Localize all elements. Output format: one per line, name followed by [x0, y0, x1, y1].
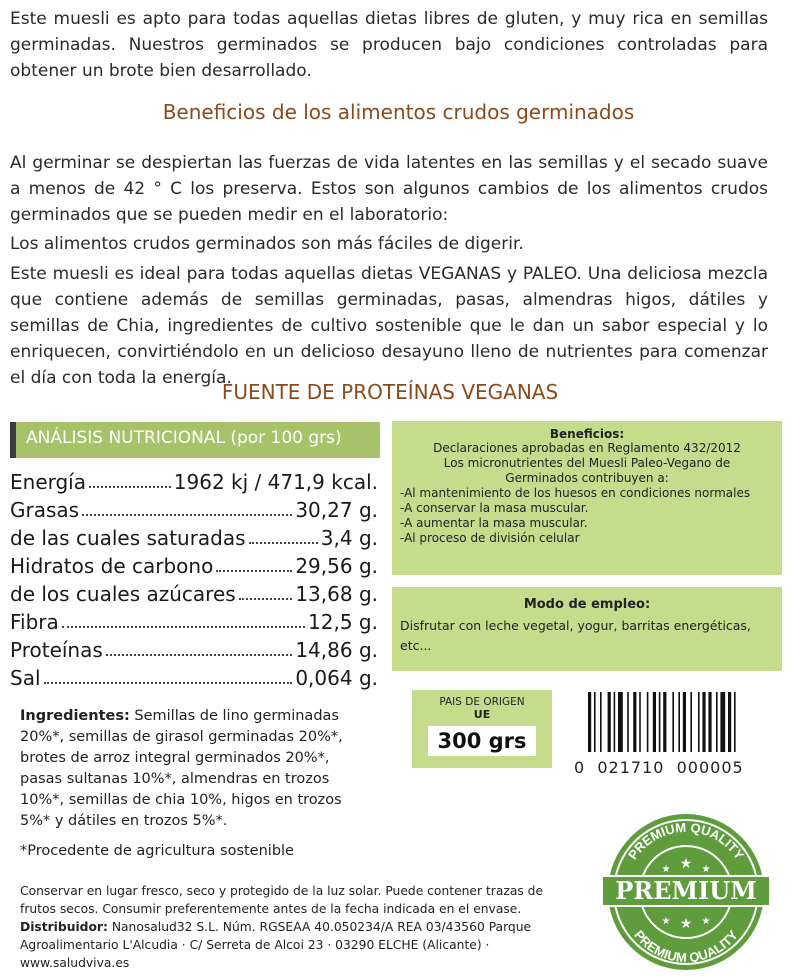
nutrition-row: [10, 550, 378, 578]
barcode-bar: [672, 692, 674, 752]
barcode-bar: [653, 692, 656, 752]
barcode-bar: [728, 692, 731, 752]
distributor-text: Nanosalud32 S.L. Núm. RGSEAA 40.050234/A REA 03/43560 Parque Agroalimentario L'Alcudia · C/ Serreta de Alcoi 23 · 03290 ELCHE (Alicante) · www.saludviva.es: [20, 920, 532, 970]
ingredients-label: Ingredientes:: [20, 708, 130, 724]
nutrition-label: Hidratos de carbono: [10, 554, 214, 578]
barcode-number: 0 021710 000005: [574, 758, 744, 777]
usage-box-text: Disfrutar con leche vegetal, yogur, barritas energéticas, etc...: [400, 618, 751, 653]
origin-box: [412, 690, 552, 768]
weight-label: 300 grs: [428, 726, 536, 756]
star-icon: ★: [701, 864, 711, 875]
nutrition-value: 1962 kj / 471,9 kcal.: [173, 470, 378, 494]
barcode-bar: [678, 692, 680, 752]
dot-leader: [216, 570, 292, 572]
star-icon: ★: [661, 864, 671, 875]
dot-leader: [62, 626, 305, 628]
nutrition-label: Grasas: [10, 498, 80, 522]
nutrition-value: 14,86 g.: [295, 638, 378, 662]
barcode-bar: [594, 692, 596, 752]
barcode-bar: [647, 692, 649, 752]
ingredients-block: [20, 706, 370, 832]
distributor-label: Distribuidor:: [20, 920, 108, 934]
barcode-bar: [720, 692, 725, 752]
barcode-bar: [588, 692, 591, 752]
origin-country: UE: [473, 708, 491, 721]
usage-box: [392, 587, 782, 671]
ingredients-text: Semillas de lino germinadas 20%*, semillas de girasol germinadas 20%*, brotes de arroz integral germinados 20%*, pasas sultanas 10%*, almendras en trozos 10%*, semillas de chia 10%, higos en trozos 5%* y dátiles en trozos 5%*.: [20, 708, 343, 829]
nutrition-row: [10, 634, 378, 662]
benefit-item: -Al mantenimiento de los huesos en condiciones normales: [400, 486, 751, 500]
nutrition-value: 12,5 g.: [308, 610, 378, 634]
star-icon: ★: [701, 916, 711, 927]
barcode-bar: [659, 692, 661, 752]
barcode-bar: [734, 692, 736, 752]
footer: [20, 882, 565, 972]
benefit-item: -A aumentar la masa muscular.: [400, 516, 588, 530]
benefits-box-subtitle: Declaraciones aprobadas en Reglamento 432/2012: [433, 441, 741, 455]
nutrition-value: 29,56 g.: [295, 554, 378, 578]
barcode-bar: [690, 692, 692, 752]
nutrition-label: Fibra: [10, 610, 59, 634]
barcode-bar: [614, 692, 616, 752]
benefit-item: -Al proceso de división celular: [400, 531, 580, 545]
barcode: [574, 692, 770, 777]
barcode-bar: [639, 692, 641, 752]
nutrition-label: de las cuales saturadas: [10, 526, 246, 550]
star-icon: ★: [679, 856, 693, 872]
barcode-bar: [608, 692, 611, 752]
protein-heading: FUENTE DE PROTEÍNAS VEGANAS: [221, 380, 559, 404]
origin-label: PAIS DE ORIGEN: [439, 696, 525, 708]
barcode-bar: [618, 692, 623, 752]
barcode-bar: [600, 692, 602, 752]
intro-paragraph: Este muesli es apto para todas aquellas dietas libres de gluten, y muy rica en semillas germinadas. Nuestros germinados se producen bajo condiciones controladas para obtener un brote bien desarrollado.: [10, 9, 768, 81]
nutrition-label: Sal: [10, 666, 41, 690]
nutrition-label: Energía: [10, 470, 86, 494]
nutrition-row: [10, 494, 378, 522]
nutrition-header-accent: [10, 422, 16, 458]
dot-leader: [82, 514, 292, 516]
nutrition-value: 0,064 g.: [295, 666, 378, 690]
star-icon: ★: [679, 916, 693, 932]
benefits-box-title: Beneficios:: [549, 427, 625, 441]
barcode-bar: [716, 692, 718, 752]
nutrition-row: [10, 662, 378, 690]
star-icon: ★: [661, 916, 671, 927]
nutrition-row: [10, 578, 378, 606]
nutrition-title: ANÁLISIS NUTRICIONAL (por 100 grs): [26, 428, 342, 448]
nutrition-label: de los cuales azúcares: [10, 582, 236, 606]
digestion-paragraph: Los alimentos crudos germinados son más fáciles de digerir.: [10, 234, 524, 254]
storage-text: Conservar en lugar fresco, seco y protegido de la luz solar. Puede contener trazas de frutos secos. Consumir preferentemente antes de la fecha indicada en el envase.: [20, 884, 544, 916]
vegan-paleo-paragraph: Este muesli es ideal para todas aquellas dietas VEGANAS y PALEO. Una deliciosa mezcla que contiene además de semillas germinadas, pasas, almendras higos, dátiles y semillas de Chia, ingredientes de cultivo sostenible que le dan un sabor especial y lo enriquecen, convirtiéndolo en un delicioso desayuno lleno de nutrientes para comenzar el día con toda la energía.: [10, 264, 768, 388]
dot-leader: [239, 598, 293, 600]
nutrition-row: [10, 606, 378, 634]
barcode-bar: [698, 692, 700, 752]
footnote: *Procedente de agricultura sostenible: [20, 843, 294, 859]
benefit-item: -A conservar la masa muscular.: [400, 501, 589, 515]
benefits-heading: Beneficios de los alimentos crudos germinados: [162, 100, 635, 124]
dot-leader: [106, 654, 293, 656]
barcode-bar: [683, 692, 686, 752]
nutrition-label: Proteínas: [10, 638, 103, 662]
usage-box-title: Modo de empleo:: [523, 597, 651, 612]
nutrition-row: [10, 522, 378, 550]
seal-top-text: PREMIUM QUALITY: [625, 819, 747, 863]
barcode-bar: [708, 692, 711, 752]
nutrition-row: [10, 466, 378, 494]
barcode-bars: [574, 692, 770, 752]
seal-center-text: PREMIUM: [615, 876, 757, 905]
benefits-box-intro: Los micronutrientes del Muesli Paleo-Vegano de Germinados contribuyen a:: [443, 456, 731, 485]
barcode-bar: [663, 692, 666, 752]
dot-leader: [89, 486, 171, 488]
germination-paragraph: Al germinar se despiertan las fuerzas de vida latentes en las semillas y el secado suave a menos de 42 ° C los preserva. Estos son algunos cambios de los alimentos crudos germinados que se pueden medir en el laboratorio:: [10, 153, 768, 225]
nutrition-value: 13,68 g.: [295, 582, 378, 606]
dot-leader: [249, 542, 318, 544]
nutrition-value: 30,27 g.: [295, 498, 378, 522]
dot-leader: [44, 682, 293, 684]
barcode-bar: [702, 692, 705, 752]
benefits-box: [392, 421, 782, 575]
nutrition-value: 3,4 g.: [320, 526, 378, 550]
barcode-bar: [627, 692, 629, 752]
barcode-bar: [633, 692, 636, 752]
seal-bottom-text: PREMIUM QUALITY: [631, 927, 741, 966]
premium-quality-seal: [596, 812, 776, 972]
